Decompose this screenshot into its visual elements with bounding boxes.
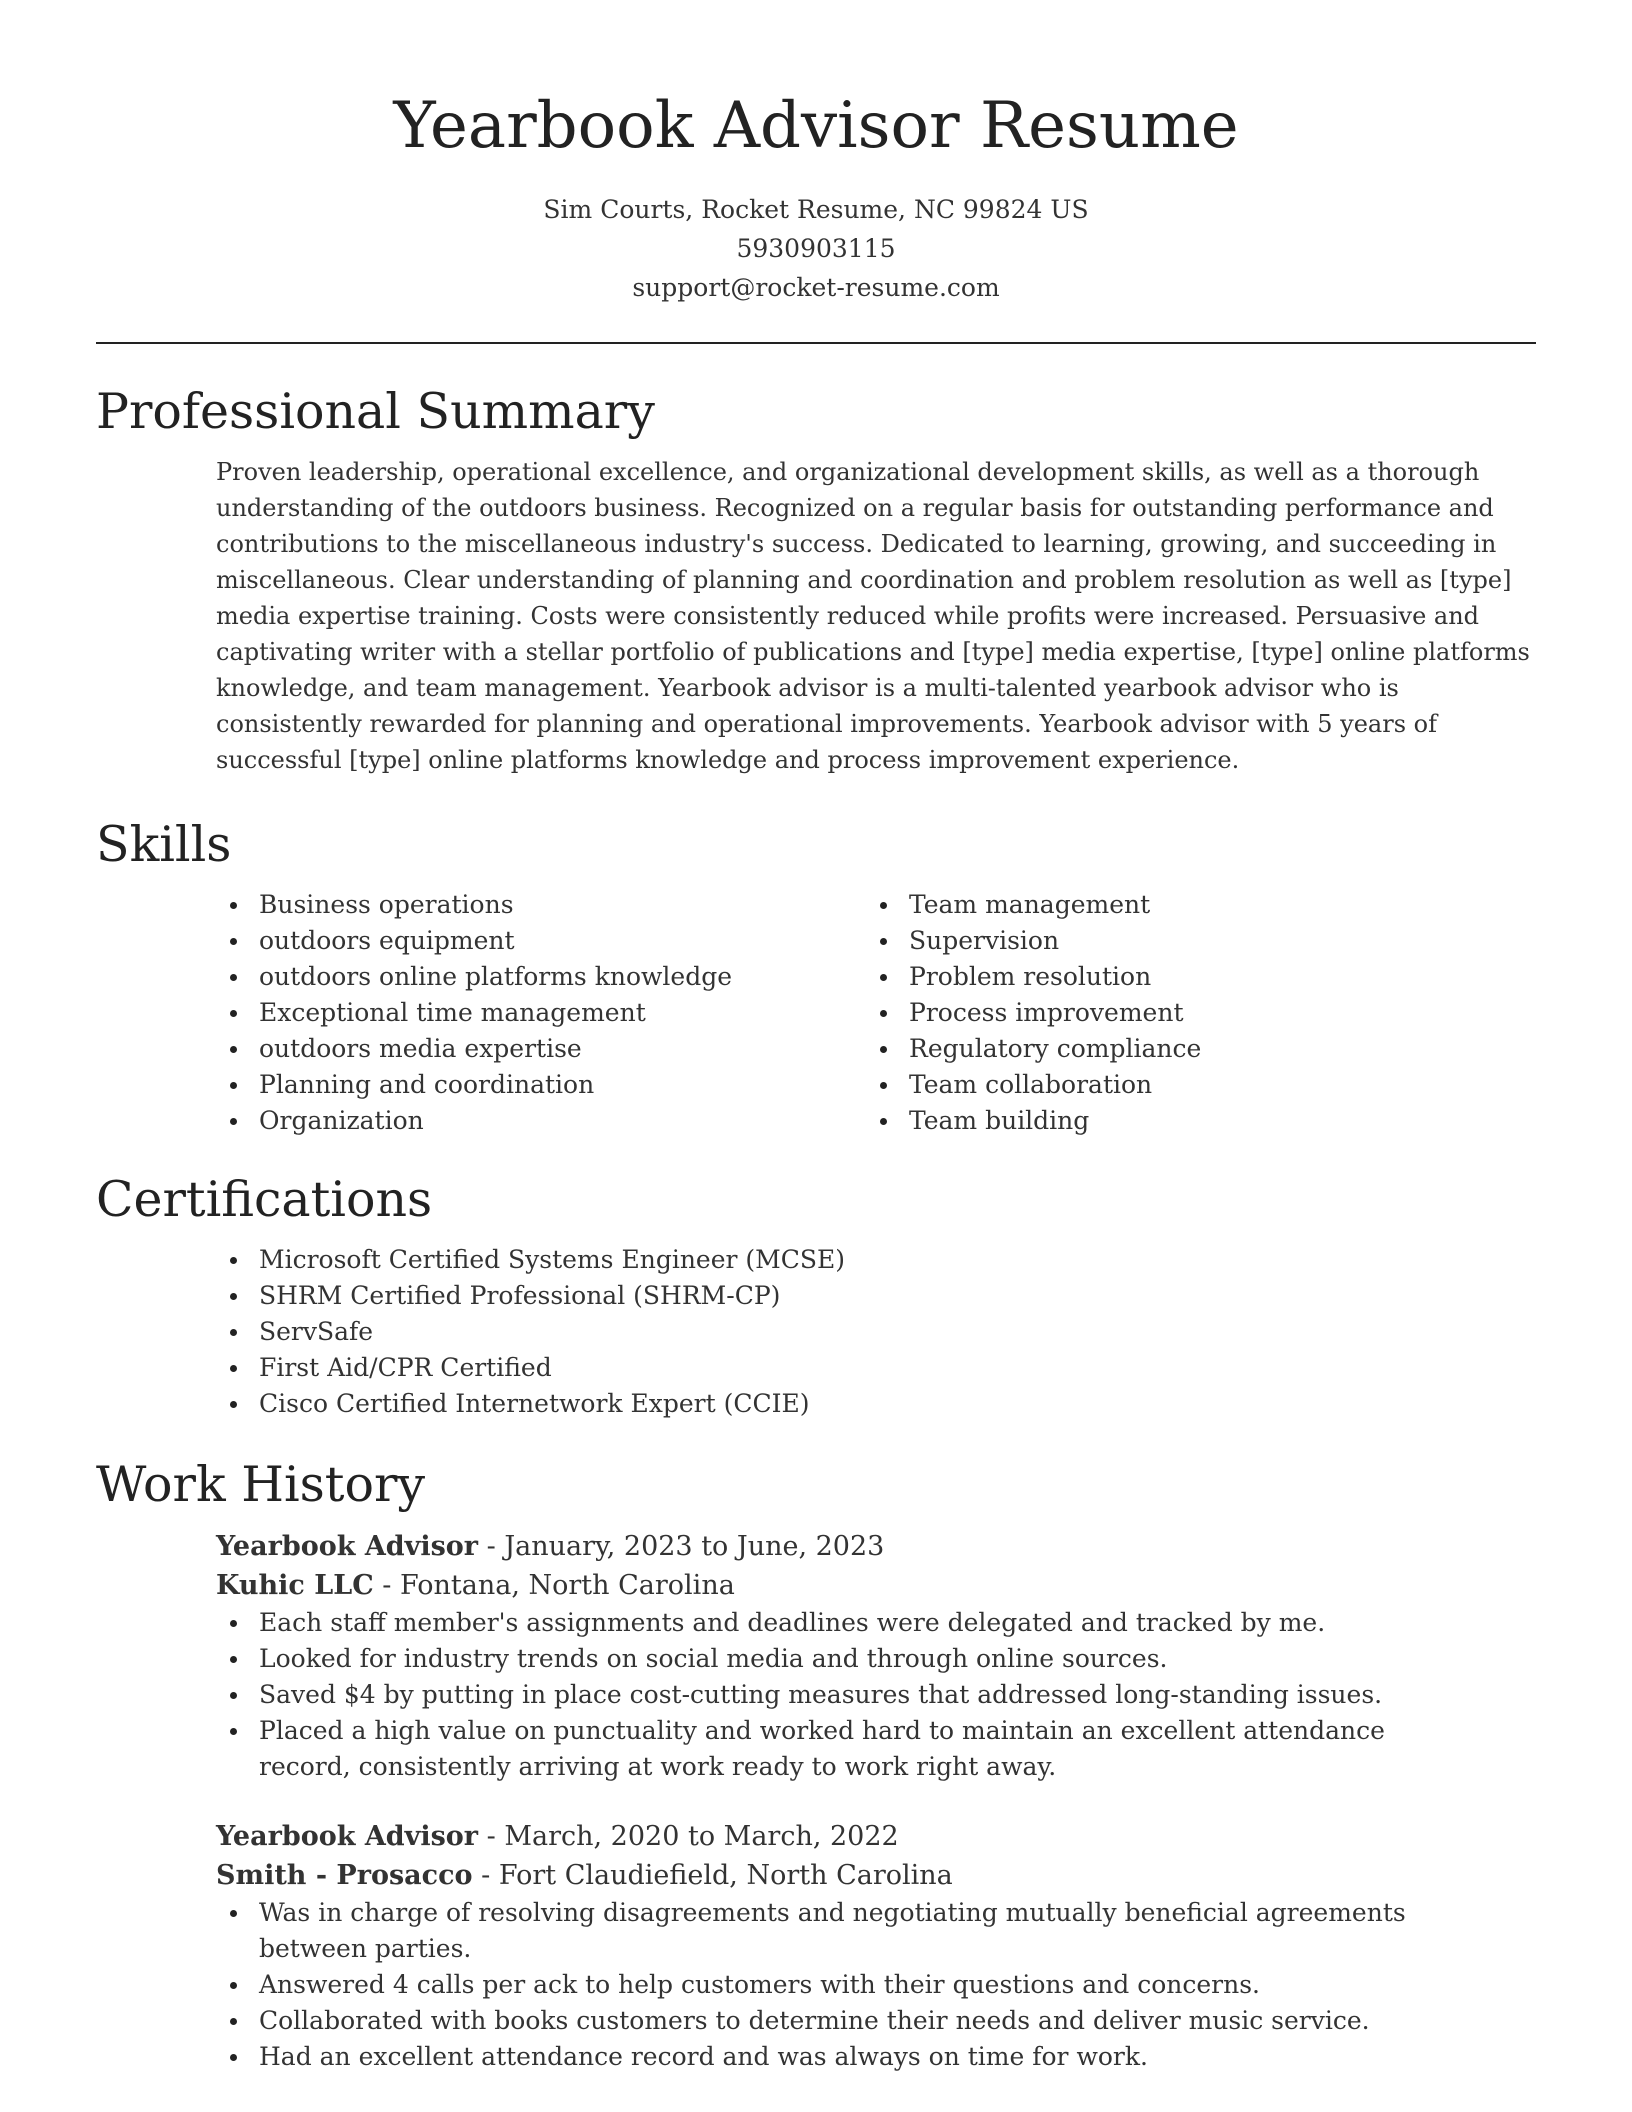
job-bullets xyxy=(96,1895,1536,2075)
job-bullet: Collaborated with books customers to determine their needs and deliver music service. xyxy=(96,2003,1439,2039)
contact-block xyxy=(0,190,1632,307)
header-divider xyxy=(96,342,1536,344)
job-company: Kuhic LLC xyxy=(216,1570,374,1601)
skills-columns xyxy=(96,887,1536,1139)
work-history-section xyxy=(96,1455,1536,2075)
job-title: Yearbook Advisor xyxy=(216,1821,479,1852)
skill-item: Team collaboration xyxy=(746,1067,1396,1103)
job-bullet: Placed a high value on punctuality and worked hard to maintain an excellent attendance record, consistently arriving at work ready to work right away. xyxy=(96,1713,1439,1785)
certification-item: SHRM Certified Professional (SHRM-CP) xyxy=(96,1278,1536,1314)
certification-item: Microsoft Certified Systems Engineer (MCSE) xyxy=(96,1242,1536,1278)
job-separator: - xyxy=(382,1570,401,1601)
job-entry xyxy=(96,1817,1536,2075)
job-bullet: Each staff member's assignments and deadlines were delegated and tracked by me. xyxy=(96,1605,1439,1641)
summary-text: Proven leadership, operational excellence, and organizational development skills, as well as a thorough understanding of the outdoors business. Recognized on a regular basis for outstanding performance and contributions to the miscellaneous industry's success. Dedicated to learning, growing, and succeeding in miscellaneous. Clear understanding of planning and coordination and problem resolution as well as [type] media expertise training. Costs were consistently reduced while profits were increased. Persuasive and captivating writer with a stellar portfolio of publications and [type] media expertise, [type] online platforms knowledge, and team management. Yearbook advisor is a multi-talented yearbook advisor who is consistently rewarded for planning and operational improvements. Yearbook advisor with 5 years of successful [type] online platforms knowledge and process improvement experience. xyxy=(216,458,1530,774)
job-company: Smith - Prosacco xyxy=(216,1860,473,1891)
skill-item: outdoors online platforms knowledge xyxy=(96,959,746,995)
job-location: Fontana, North Carolina xyxy=(400,1570,735,1601)
certifications-section xyxy=(96,1170,1536,1422)
skills-heading: Skills xyxy=(96,816,232,873)
job-bullet: Looked for industry trends on social media and through online sources. xyxy=(96,1641,1439,1677)
certifications-list xyxy=(96,1242,1536,1422)
job-separator: - xyxy=(486,1821,505,1852)
skill-item: Planning and coordination xyxy=(96,1067,746,1103)
job-title: Yearbook Advisor xyxy=(216,1531,479,1562)
skills-right-list xyxy=(746,887,1396,1139)
job-bullet: Was in charge of resolving disagreements and negotiating mutually beneficial agreements between parties. xyxy=(96,1895,1439,1967)
skill-item: Team building xyxy=(746,1103,1396,1139)
job-company-line xyxy=(216,1566,1536,1605)
job-bullet: Answered 4 calls per ack to help customers with their questions and concerns. xyxy=(96,1967,1439,2003)
contact-address: Sim Courts, Rocket Resume, NC 99824 US xyxy=(543,195,1089,224)
contact-email: support@rocket-resume.com xyxy=(632,273,1000,302)
job-dates: January, 2023 to June, 2023 xyxy=(504,1531,885,1562)
skill-item: Supervision xyxy=(746,923,1396,959)
summary-section xyxy=(96,382,1536,778)
job-separator: - xyxy=(481,1860,499,1891)
skills-left-list xyxy=(96,887,746,1139)
skill-item: outdoors media expertise xyxy=(96,1031,746,1067)
job-bullet: Had an excellent attendance record and was always on time for work. xyxy=(96,2039,1439,2075)
skills-section xyxy=(96,815,1536,1139)
job-title-line xyxy=(216,1817,1536,1856)
skill-item: Team management xyxy=(746,887,1396,923)
certification-item: ServSafe xyxy=(96,1314,1536,1350)
work-history-heading: Work History xyxy=(96,1456,426,1513)
skill-item: Business operations xyxy=(96,887,746,923)
job-bullets xyxy=(96,1605,1536,1785)
certification-item: Cisco Certified Internetwork Expert (CCIE) xyxy=(96,1386,1536,1422)
contact-phone: 5930903115 xyxy=(736,234,896,263)
skill-item: Exceptional time management xyxy=(96,995,746,1031)
summary-heading: Professional Summary xyxy=(96,383,655,440)
skill-item: Organization xyxy=(96,1103,746,1139)
job-title-line xyxy=(216,1527,1536,1566)
job-dates: March, 2020 to March, 2022 xyxy=(504,1821,899,1852)
skill-item: outdoors equipment xyxy=(96,923,746,959)
job-bullet: Saved $4 by putting in place cost-cutting measures that addressed long-standing issues. xyxy=(96,1677,1439,1713)
resume-title: Yearbook Advisor Resume xyxy=(393,89,1239,163)
job-location: Fort Claudiefield, North Carolina xyxy=(498,1860,953,1891)
resume-header xyxy=(0,0,1632,307)
job-entry xyxy=(96,1527,1536,1785)
job-company-line xyxy=(216,1856,1536,1895)
skill-item: Problem resolution xyxy=(746,959,1396,995)
certifications-heading: Certifications xyxy=(96,1171,433,1228)
certification-item: First Aid/CPR Certified xyxy=(96,1350,1536,1386)
skill-item: Regulatory compliance xyxy=(746,1031,1396,1067)
job-separator: - xyxy=(486,1531,505,1562)
skill-item: Process improvement xyxy=(746,995,1396,1031)
